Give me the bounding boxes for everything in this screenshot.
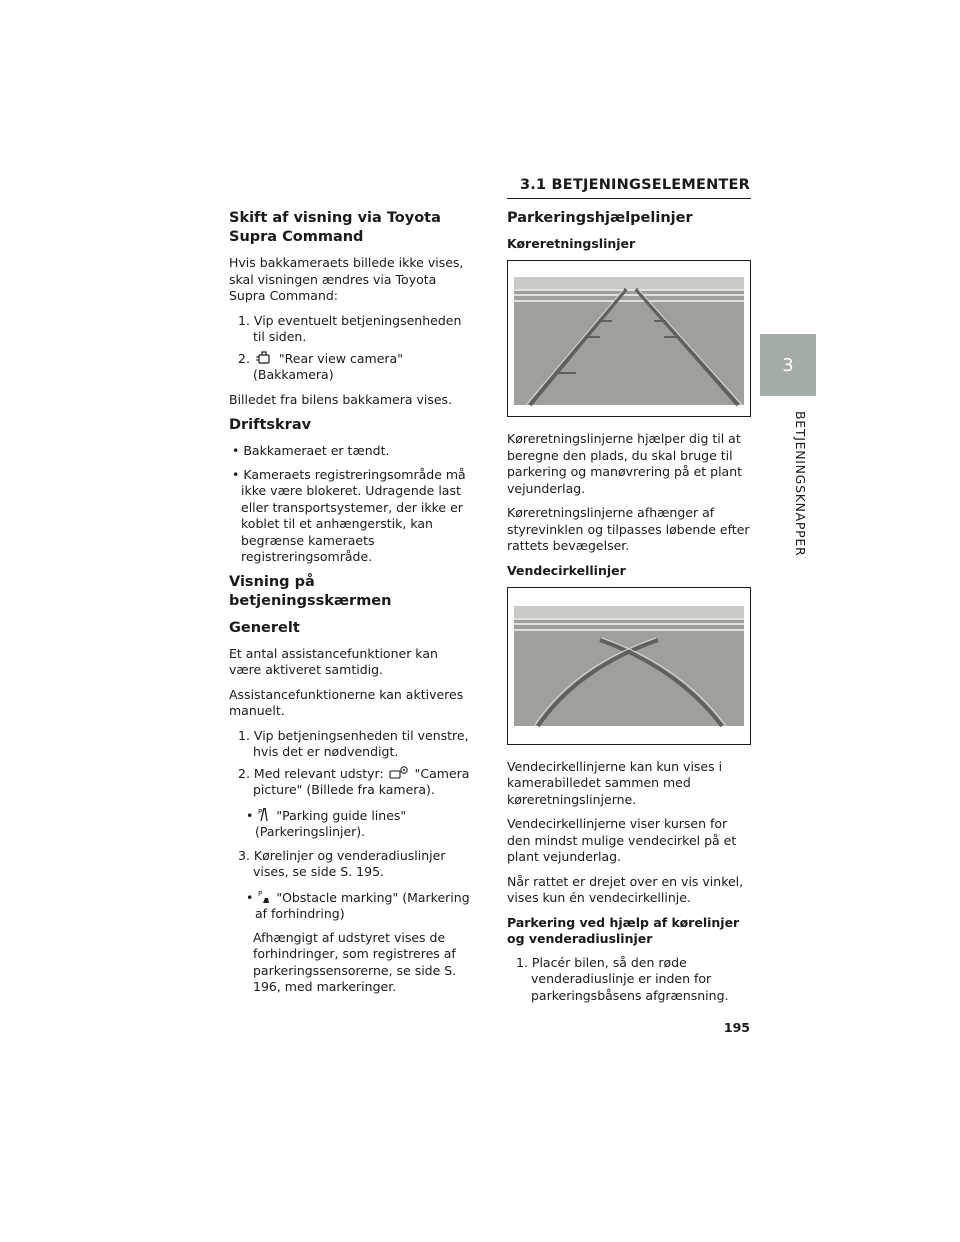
section-header: 3.1 BETJENINGSELEMENTER: [520, 177, 750, 193]
list-subitem-parking-lines: • P "Parking guide lines" (Parkeringslinjer).: [246, 807, 407, 839]
header-divider: [507, 198, 751, 199]
paragraph-turning-1: Vendecirkellinjerne kan kun vises i kamerabilledet sammen med køreretningslinjerne.: [507, 758, 723, 807]
heading-switch-view: Skift af visning via Toyota Supra Command: [229, 210, 441, 245]
svg-text:P: P: [258, 807, 263, 816]
paragraph-general-1: Et antal assistancefunktioner kan være aktiveret samtidig.: [229, 645, 438, 677]
heading-parking-with-lines: Parkering ved hjælp af kørelinjer og venderadiuslinjer: [507, 914, 740, 946]
list-item-general-2: 2. Med relevant udstyr: "Camera picture" (Billede fra kamera).: [238, 765, 470, 797]
list-item-step-2: 2. "Rear view camera" (Bakkamera): [238, 350, 403, 382]
chapter-number: 3: [782, 354, 794, 376]
list-item-general-1: 1. Vip betjeningsenheden til venstre, hvis det er nødvendigt.: [238, 727, 469, 759]
heading-turning-lines: Vendecirkellinjer: [507, 562, 626, 578]
camera-settings-icon: [389, 765, 409, 780]
right-column: [507, 209, 752, 1008]
list-item-requirement: • Kameraets registreringsområde må ikke være blokeret. Udragende last eller transportsystemer, der ikke er koblet til et anhængerstik, kan begrænse kameraets registreringsområde.: [232, 466, 466, 564]
figure-driving-lines: [507, 260, 751, 417]
paragraph-turning-3: Når rattet er drejet over en vis vinkel, vises kun én vendecirkellinje.: [507, 873, 744, 905]
paragraph-driving-1: Køreretningslinjerne hjælper dig til at beregne den plads, du skal bruge til parkering og manøvrering på et plant vejunderlag.: [507, 431, 743, 496]
chapter-tab-label: BETJENINGSKNAPPER: [793, 411, 808, 557]
list-subitem-obstacle-marking: • P "Obstacle marking" (Markering af forhindring): [246, 889, 470, 921]
paragraph-driving-2: Køreretningslinjerne afhænger af styrevinklen og tilpasses løbende efter rattets bevægelser.: [507, 505, 750, 553]
svg-text:P: P: [258, 889, 263, 898]
left-column: [229, 209, 474, 1003]
heading-parking-guide-lines: Parkeringshjælpelinjer: [507, 210, 693, 226]
list-item-parking-1: 1. Placér bilen, så den røde venderadiuslinje er inden for parkeringsbåsens afgrænsning.: [516, 954, 729, 1003]
paragraph-obstacle-note: Afhængigt af udstyret vises de forhindringer, som registreres af parkeringssensorerne, se side S. 196, med markeringer.: [253, 929, 457, 994]
list-item-requirement: • Bakkameraet er tændt.: [232, 443, 390, 458]
paragraph-turning-2: Vendecirkellinjerne viser kursen for den mindst mulige vendecirkel på et plant vejunderlag.: [507, 816, 737, 864]
list-item-step-1: 1. Vip eventuelt betjeningsenheden til siden.: [238, 312, 462, 344]
heading-requirements: Driftskrav: [229, 417, 312, 433]
obstacle-marking-icon: [258, 889, 270, 904]
list-item-general-3: 3. Kørelinjer og venderadiuslinjer vises, se side S. 195.: [238, 847, 446, 879]
figure-turning-lines: [507, 587, 751, 745]
paragraph-image-shown: Billedet fra bilens bakkamera vises.: [229, 391, 453, 407]
rear-camera-icon: [255, 350, 273, 365]
turning-lines-illustration: [508, 588, 750, 744]
page-number: 195: [723, 1020, 750, 1035]
heading-driving-lines: Køreretningslinjer: [507, 236, 636, 251]
heading-general: Generelt: [229, 619, 300, 636]
paragraph-switch-view: Hvis bakkameraets billede ikke vises, skal visningen ændres via Toyota Supra Command:: [229, 255, 464, 303]
parking-guide-lines-icon: [258, 807, 270, 822]
chapter-tab: [760, 334, 816, 396]
driving-lines-illustration: [508, 261, 750, 416]
heading-display: Visning på betjeningsskærmen: [229, 573, 392, 609]
paragraph-general-2: Assistancefunktionerne kan aktiveres manuelt.: [229, 686, 464, 718]
